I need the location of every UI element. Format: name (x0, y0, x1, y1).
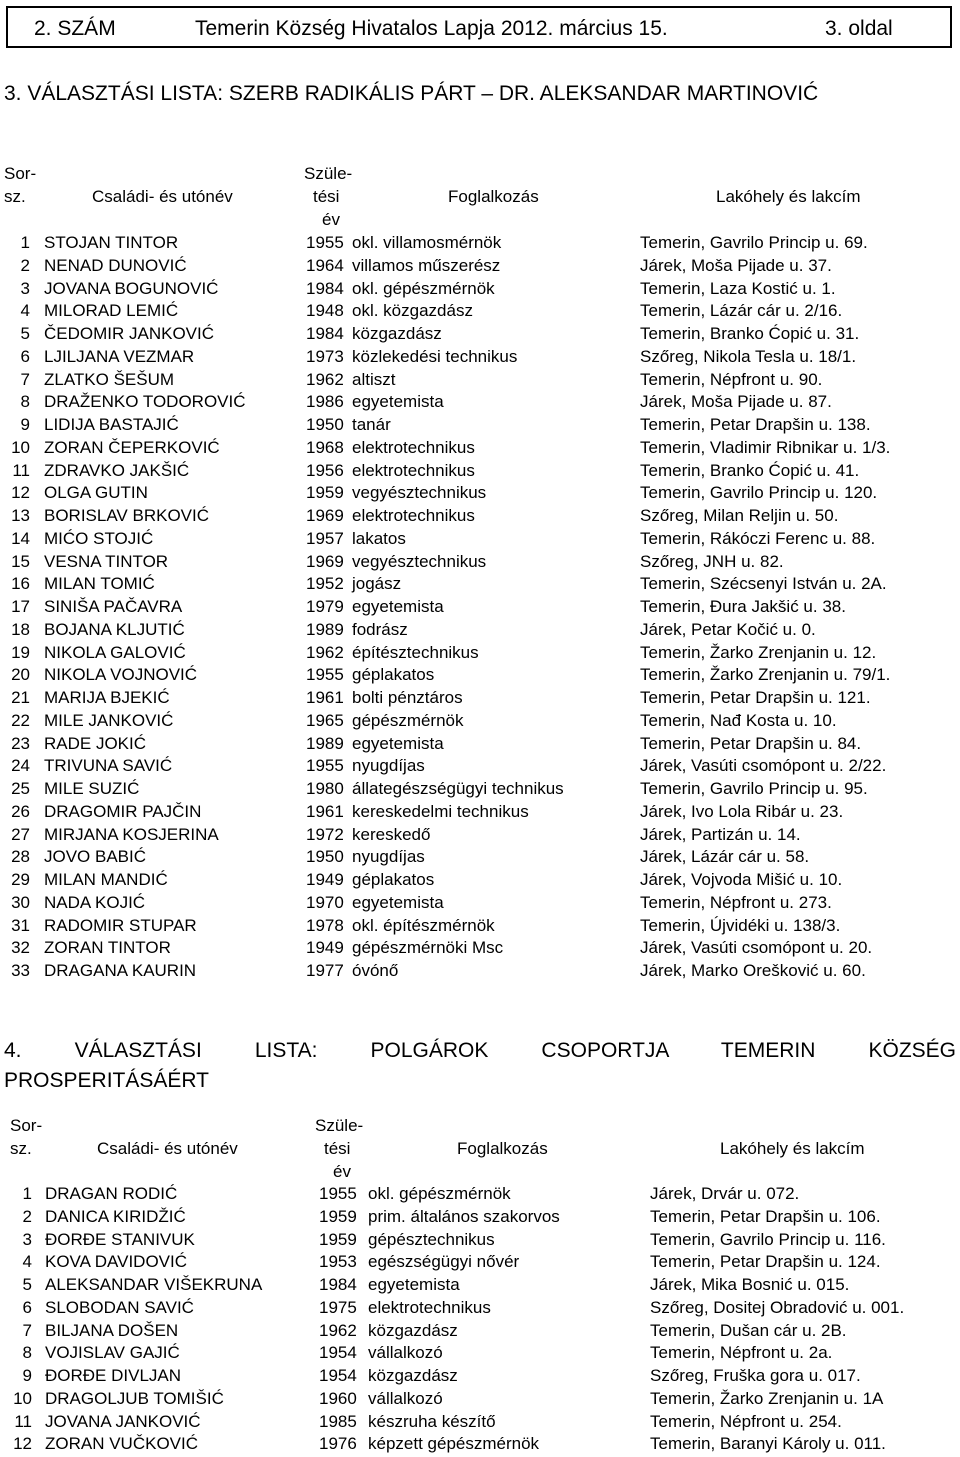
row-number: 3 (22, 1229, 32, 1249)
occupation: nyugdíjas (352, 756, 425, 776)
address: Temerin, Vladimir Ribnikar u. 1/3. (640, 437, 891, 457)
candidate-name: MILE JANKOVIĆ (44, 710, 174, 730)
table-row (0, 778, 960, 801)
col-num-1: Sor- (10, 1116, 43, 1135)
list3-rows (0, 232, 960, 983)
col-name: Családi- és utónév (92, 187, 233, 206)
candidate-name: NIKOLA VOJNOVIĆ (44, 665, 198, 685)
address: Szőreg, Milan Reljin u. 50. (640, 506, 839, 525)
row-number: 32 (11, 938, 30, 958)
candidate-name: DRAŽENKO TODOROVIĆ (44, 392, 246, 412)
candidate-name: DRAGOLJUB TOMIŠIĆ (45, 1388, 224, 1408)
occupation: okl. gépészmérnök (352, 278, 495, 298)
row-number: 19 (11, 642, 30, 662)
birth-year: 1955 (306, 665, 344, 685)
address: Temerin, Žarko Zrenjanin u. 79/1. (640, 665, 891, 685)
candidate-name: MILAN TOMIĆ (44, 574, 155, 594)
candidate-name: LJILJANA VEZMAR (44, 346, 195, 366)
birth-year: 1955 (319, 1184, 357, 1203)
list3-title: 3. VÁLASZTÁSI LISTA: SZERB RADIKÁLIS PÁRT – DR. ALEKSANDAR MARTINOVIĆ (4, 82, 819, 105)
row-number: 9 (20, 415, 30, 434)
occupation: lakatos (352, 528, 406, 548)
occupation: okl. gépészmérnök (368, 1184, 511, 1203)
row-number: 8 (22, 1343, 32, 1363)
row-number: 29 (11, 870, 30, 889)
candidate-name: MILORAD LEMIĆ (44, 301, 179, 321)
occupation: egyetemista (368, 1275, 460, 1294)
table-row (0, 1229, 960, 1252)
address: Szőreg, Dositej Obradović u. 001. (650, 1297, 905, 1317)
candidate-name: BOJANA KLJUTIĆ (44, 619, 185, 639)
occupation: fodrász (352, 619, 408, 639)
row-number: 11 (12, 460, 30, 480)
page-header (6, 6, 952, 48)
row-number: 27 (11, 824, 30, 844)
table-row (0, 528, 960, 551)
table-row (0, 596, 960, 619)
address: Temerin, Žarko Zrenjanin u. 12. (640, 642, 877, 662)
table-row (0, 664, 960, 687)
birth-year: 1972 (306, 824, 344, 844)
address: Temerin, Petar Drapšin u. 121. (640, 688, 871, 707)
list4-title (4, 1036, 956, 1096)
table-row (0, 733, 960, 756)
row-number: 10 (13, 1388, 32, 1408)
candidate-name: ZORAN TINTOR (44, 938, 171, 958)
address: Temerin, Nađ Kosta u. 10. (640, 710, 837, 730)
col-address: Lakóhely és lakcím (716, 187, 861, 206)
birth-year: 1986 (306, 392, 344, 412)
issue-number: 2. SZÁM (34, 17, 116, 40)
table-row (0, 1342, 960, 1365)
candidate-name: BILJANA DOŠEN (45, 1320, 179, 1340)
birth-year: 1954 (319, 1343, 357, 1363)
table-row (0, 255, 960, 278)
occupation: vállalkozó (368, 1343, 443, 1363)
table-row (0, 460, 960, 483)
address: Temerin, Népfront u. 2a. (650, 1343, 833, 1363)
birth-year: 1952 (306, 574, 344, 594)
row-number: 4 (22, 1252, 32, 1272)
occupation: készruha készítő (368, 1411, 496, 1431)
row-number: 28 (11, 847, 30, 867)
candidate-name: TRIVUNA SAVIĆ (44, 756, 173, 776)
birth-year: 1960 (319, 1388, 357, 1408)
candidate-name: ZORAN ČEPERKOVIĆ (44, 437, 220, 457)
candidate-name: DRAGANA KAURIN (44, 961, 197, 980)
occupation: közlekedési technikus (352, 346, 518, 366)
birth-year: 1962 (319, 1320, 357, 1340)
col-num-2: sz. (4, 187, 26, 206)
row-number: 5 (20, 324, 30, 343)
candidate-name: RADE JOKIĆ (44, 733, 147, 753)
row-number: 7 (20, 369, 30, 389)
address: Járek, Lázár cár u. 58. (640, 847, 810, 867)
col-born-2: tési (313, 187, 340, 206)
table-row (0, 369, 960, 392)
list4-title-line1: 4. VÁLASZTÁSI LISTA: POLGÁROK CSOPORTJA TEMERIN KÖZSÉG (4, 1039, 956, 1062)
table-row (0, 482, 960, 505)
row-number: 11 (14, 1411, 32, 1431)
row-number: 31 (11, 915, 30, 935)
table-row (0, 505, 960, 528)
occupation: óvónő (352, 961, 399, 980)
birth-year: 1959 (319, 1206, 357, 1226)
row-number: 1 (22, 1184, 32, 1203)
occupation: állategészségügyi technikus (352, 779, 564, 798)
birth-year: 1984 (319, 1275, 357, 1294)
table-row (0, 710, 960, 733)
occupation: okl. villamosmérnök (352, 233, 502, 252)
address: Temerin, Branko Ćopić u. 41. (640, 460, 860, 480)
birth-year: 1969 (306, 551, 344, 571)
birth-year: 1989 (306, 619, 344, 639)
occupation: közgazdász (368, 1366, 458, 1385)
birth-year: 1978 (306, 915, 344, 935)
occupation: vegyésztechnikus (352, 483, 487, 503)
address: Temerin, Dušan cár u. 2B. (650, 1320, 847, 1340)
address: Temerin, Rákóczi Ferenc u. 88. (640, 528, 876, 548)
col-address: Lakóhely és lakcím (720, 1139, 865, 1158)
row-number: 20 (11, 665, 30, 685)
table-row (0, 232, 960, 255)
table-row (0, 323, 960, 346)
birth-year: 1984 (306, 278, 344, 298)
birth-year: 1961 (306, 801, 344, 821)
candidate-name: MIRJANA KOSJERINA (44, 824, 219, 844)
candidate-name: ĐORĐE DIVLJAN (45, 1366, 182, 1385)
occupation: okl. közgazdász (352, 301, 473, 321)
candidate-name: VOJISLAV GAJIĆ (45, 1343, 180, 1363)
table-row (0, 551, 960, 574)
address: Járek, Mika Bosnić u. 015. (650, 1275, 850, 1294)
birth-year: 1955 (306, 756, 344, 776)
table-row (0, 1251, 960, 1274)
col-num-2: sz. (10, 1139, 32, 1158)
occupation: képzett gépészmérnök (368, 1434, 540, 1454)
candidate-name: STOJAN TINTOR (44, 233, 179, 252)
address: Temerin, Lázár cár u. 2/16. (640, 301, 843, 321)
address: Temerin, Petar Drapšin u. 84. (640, 733, 862, 753)
col-job: Foglalkozás (448, 187, 539, 206)
row-number: 18 (11, 619, 30, 639)
col-born-2: tési (324, 1139, 351, 1158)
table-row (0, 1297, 960, 1320)
address: Járek, Vasúti csomópont u. 20. (640, 938, 873, 958)
birth-year: 1950 (306, 415, 344, 434)
birth-year: 1949 (306, 870, 344, 889)
table-row (0, 1411, 960, 1434)
occupation: egyetemista (352, 892, 444, 912)
candidate-name: BORISLAV BRKOVIĆ (44, 506, 210, 525)
address: Temerin, Laza Kostić u. 1. (640, 278, 836, 298)
row-number: 8 (20, 392, 30, 412)
occupation: egyetemista (352, 392, 444, 412)
birth-year: 1965 (306, 710, 344, 730)
row-number: 4 (20, 301, 30, 321)
address: Temerin, Népfront u. 254. (650, 1411, 842, 1431)
occupation: közgazdász (368, 1320, 458, 1340)
birth-year: 1980 (306, 779, 344, 798)
table-row (0, 1388, 960, 1411)
candidate-name: ZDRAVKO JAKŠIĆ (44, 460, 190, 480)
table-row (0, 414, 960, 437)
list4-title-line2: PROSPERITÁSÁÉRT (4, 1069, 209, 1092)
birth-year: 1961 (306, 688, 344, 707)
col-num-1: Sor- (4, 164, 37, 183)
address: Temerin, Baranyi Károly u. 011. (650, 1434, 886, 1454)
address: Temerin, Újvidéki u. 138/3. (640, 915, 841, 935)
row-number: 22 (11, 710, 30, 730)
occupation: kereskedelmi technikus (352, 801, 529, 821)
address: Temerin, Petar Drapšin u. 138. (640, 415, 871, 434)
occupation: kereskedő (352, 824, 431, 844)
occupation: vállalkozó (368, 1388, 443, 1408)
candidate-name: DRAGAN RODIĆ (45, 1184, 178, 1203)
publication-title: Temerin Község Hivatalos Lapja 2012. március 15. (195, 17, 668, 40)
table-row (0, 1183, 960, 1206)
birth-year: 1956 (306, 460, 344, 480)
birth-year: 1984 (306, 324, 344, 343)
page-number: 3. oldal (825, 17, 893, 40)
address: Járek, Marko Orešković u. 60. (640, 961, 866, 980)
table-row (0, 937, 960, 960)
address: Járek, Vasúti csomópont u. 2/22. (640, 756, 887, 776)
occupation: közgazdász (352, 324, 442, 343)
occupation: vegyésztechnikus (352, 551, 487, 571)
row-number: 12 (13, 1434, 32, 1454)
table-row (0, 846, 960, 869)
row-number: 23 (11, 733, 30, 753)
col-born-3: év (333, 1162, 351, 1181)
occupation: elektrotechnikus (352, 437, 475, 457)
table-row (0, 619, 960, 642)
candidate-name: MARIJA BJEKIĆ (44, 688, 170, 707)
birth-year: 1957 (306, 528, 344, 548)
candidate-name: ALEKSANDAR VIŠEKRUNA (45, 1275, 263, 1294)
birth-year: 1948 (306, 301, 344, 321)
address: Járek, Moša Pijade u. 37. (640, 255, 832, 275)
table-row (0, 801, 960, 824)
address: Temerin, Petar Drapšin u. 124. (650, 1252, 881, 1272)
row-number: 1 (20, 233, 30, 252)
candidate-name: ZORAN VUČKOVIĆ (45, 1434, 199, 1454)
birth-year: 1964 (306, 255, 344, 275)
table-row (0, 869, 960, 892)
address: Temerin, Népfront u. 273. (640, 892, 832, 912)
row-number: 16 (11, 574, 30, 594)
candidate-name: OLGA GUTIN (44, 483, 148, 503)
address: Járek, Moša Pijade u. 87. (640, 392, 832, 412)
table-row (0, 573, 960, 596)
birth-year: 1989 (306, 733, 344, 753)
table-row (0, 824, 960, 847)
birth-year: 1976 (319, 1434, 357, 1454)
row-number: 7 (22, 1320, 32, 1340)
birth-year: 1959 (319, 1229, 357, 1249)
address: Temerin, Petar Drapšin u. 106. (650, 1206, 881, 1226)
birth-year: 1953 (319, 1252, 357, 1272)
occupation: nyugdíjas (352, 847, 425, 867)
row-number: 21 (11, 688, 30, 707)
occupation: jogász (352, 574, 402, 594)
candidate-name: DANICA KIRIDŽIĆ (45, 1206, 186, 1226)
table-row (0, 755, 960, 778)
candidate-name: ZLATKO ŠEŠUM (44, 369, 175, 389)
occupation: tanár (352, 415, 391, 434)
row-number: 25 (11, 779, 30, 798)
birth-year: 1949 (306, 938, 344, 958)
birth-year: 1962 (306, 642, 344, 662)
birth-year: 1969 (306, 506, 344, 525)
table-row (0, 300, 960, 323)
occupation: gépészmérnök (352, 710, 464, 730)
candidate-name: SINIŠA PAČAVRA (44, 597, 183, 616)
row-number: 30 (11, 892, 30, 912)
candidate-name: JOVO BABIĆ (44, 847, 147, 867)
row-number: 24 (11, 756, 30, 776)
candidate-name: MILE SUZIĆ (44, 779, 140, 798)
table-row (0, 1274, 960, 1297)
candidate-name: ĐORĐE STANIVUK (45, 1229, 195, 1249)
occupation: okl. építészmérnök (352, 915, 495, 935)
table-row (0, 687, 960, 710)
row-number: 13 (11, 506, 30, 525)
table-row (0, 1320, 960, 1343)
row-number: 15 (11, 551, 30, 571)
birth-year: 1975 (319, 1297, 357, 1317)
row-number: 6 (22, 1297, 32, 1317)
occupation: prim. általános szakorvos (368, 1206, 560, 1226)
candidate-name: RADOMIR STUPAR (44, 915, 197, 935)
table-row (0, 892, 960, 915)
occupation: géplakatos (352, 665, 435, 685)
birth-year: 1950 (306, 847, 344, 867)
candidate-name: LIDIJA BASTAJIĆ (44, 415, 179, 434)
address: Temerin, Népfront u. 90. (640, 369, 823, 389)
occupation: egészségügyi nővér (368, 1252, 520, 1272)
candidate-name: NIKOLA GALOVIĆ (44, 642, 186, 662)
occupation: építésztechnikus (352, 642, 479, 662)
address: Temerin, Gavrilo Princip u. 95. (640, 779, 868, 798)
address: Temerin, Žarko Zrenjanin u. 1A (650, 1388, 884, 1408)
candidate-name: NENAD DUNOVIĆ (44, 255, 187, 275)
birth-year: 1968 (306, 437, 344, 457)
birth-year: 1985 (319, 1411, 357, 1431)
occupation: elektrotechnikus (352, 506, 475, 525)
candidate-name: NADA KOJIĆ (44, 892, 146, 912)
row-number: 2 (22, 1206, 32, 1226)
col-job: Foglalkozás (457, 1139, 548, 1158)
address: Szőreg, Nikola Tesla u. 18/1. (640, 346, 857, 366)
table-row (0, 346, 960, 369)
row-number: 5 (22, 1275, 32, 1294)
address: Szőreg, Fruška gora u. 017. (650, 1366, 861, 1385)
table-row (0, 960, 960, 983)
candidate-name: ČEDOMIR JANKOVIĆ (44, 324, 215, 343)
address: Járek, Partizán u. 14. (640, 824, 801, 844)
row-number: 6 (20, 346, 30, 366)
row-number: 17 (11, 597, 30, 616)
address: Temerin, Szécsenyi István u. 2A. (640, 574, 887, 594)
address: Járek, Ivo Lola Ribár u. 23. (640, 801, 844, 821)
candidate-name: MIĆO STOJIĆ (44, 528, 154, 548)
list4-rows (0, 1183, 960, 1456)
candidate-name: DRAGOMIR PAJČIN (44, 801, 202, 821)
candidate-name: KOVA DAVIDOVIĆ (45, 1252, 188, 1272)
address: Temerin, Gavrilo Princip u. 116. (650, 1229, 886, 1249)
address: Szőreg, JNH u. 82. (640, 551, 784, 571)
birth-year: 1954 (319, 1366, 357, 1385)
row-number: 14 (11, 528, 30, 548)
address: Temerin, Gavrilo Princip u. 120. (640, 483, 878, 503)
table-row (0, 278, 960, 301)
table-row (0, 437, 960, 460)
birth-year: 1973 (306, 346, 344, 366)
row-number: 2 (20, 255, 30, 275)
birth-year: 1962 (306, 369, 344, 389)
table-row (0, 1433, 960, 1456)
birth-year: 1959 (306, 483, 344, 503)
occupation: villamos műszerész (352, 255, 501, 275)
birth-year: 1970 (306, 892, 344, 912)
occupation: elektrotechnikus (368, 1297, 491, 1317)
occupation: egyetemista (352, 733, 444, 753)
row-number: 26 (11, 801, 30, 821)
candidate-name: MILAN MANDIĆ (44, 870, 168, 889)
occupation: bolti pénztáros (352, 688, 463, 707)
row-number: 10 (11, 437, 30, 457)
col-born-1: Szüle- (315, 1116, 364, 1135)
occupation: egyetemista (352, 597, 444, 616)
col-name: Családi- és utónév (97, 1139, 238, 1158)
address: Járek, Drvár u. 072. (650, 1184, 800, 1203)
occupation: géplakatos (352, 870, 435, 889)
occupation: gépészmérnöki Msc (352, 938, 504, 958)
col-born-3: év (322, 210, 340, 229)
occupation: elektrotechnikus (352, 460, 475, 480)
col-born-1: Szüle- (304, 164, 353, 183)
occupation: altiszt (352, 369, 396, 389)
address: Temerin, Branko Ćopić u. 31. (640, 324, 860, 343)
address: Temerin, Gavrilo Princip u. 69. (640, 233, 868, 252)
candidate-name: VESNA TINTOR (44, 551, 169, 571)
row-number: 3 (20, 278, 30, 298)
candidate-name: SLOBODAN SAVIĆ (45, 1297, 194, 1317)
birth-year: 1955 (306, 233, 344, 252)
birth-year: 1977 (306, 961, 344, 980)
candidate-name: JOVANA BOGUNOVIĆ (44, 278, 219, 298)
birth-year: 1979 (306, 597, 344, 616)
table-row (0, 1206, 960, 1229)
table-row (0, 915, 960, 938)
occupation: gépésztechnikus (368, 1229, 495, 1249)
candidate-name: JOVANA JANKOVIĆ (45, 1411, 201, 1431)
table-row (0, 391, 960, 414)
address: Járek, Vojvoda Mišić u. 10. (640, 870, 843, 889)
row-number: 12 (11, 483, 30, 503)
address: Temerin, Đura Jakšić u. 38. (640, 597, 846, 616)
address: Járek, Petar Kočić u. 0. (640, 619, 816, 639)
table-row (0, 1365, 960, 1388)
table-row (0, 642, 960, 665)
row-number: 33 (11, 961, 30, 980)
row-number: 9 (22, 1366, 32, 1385)
